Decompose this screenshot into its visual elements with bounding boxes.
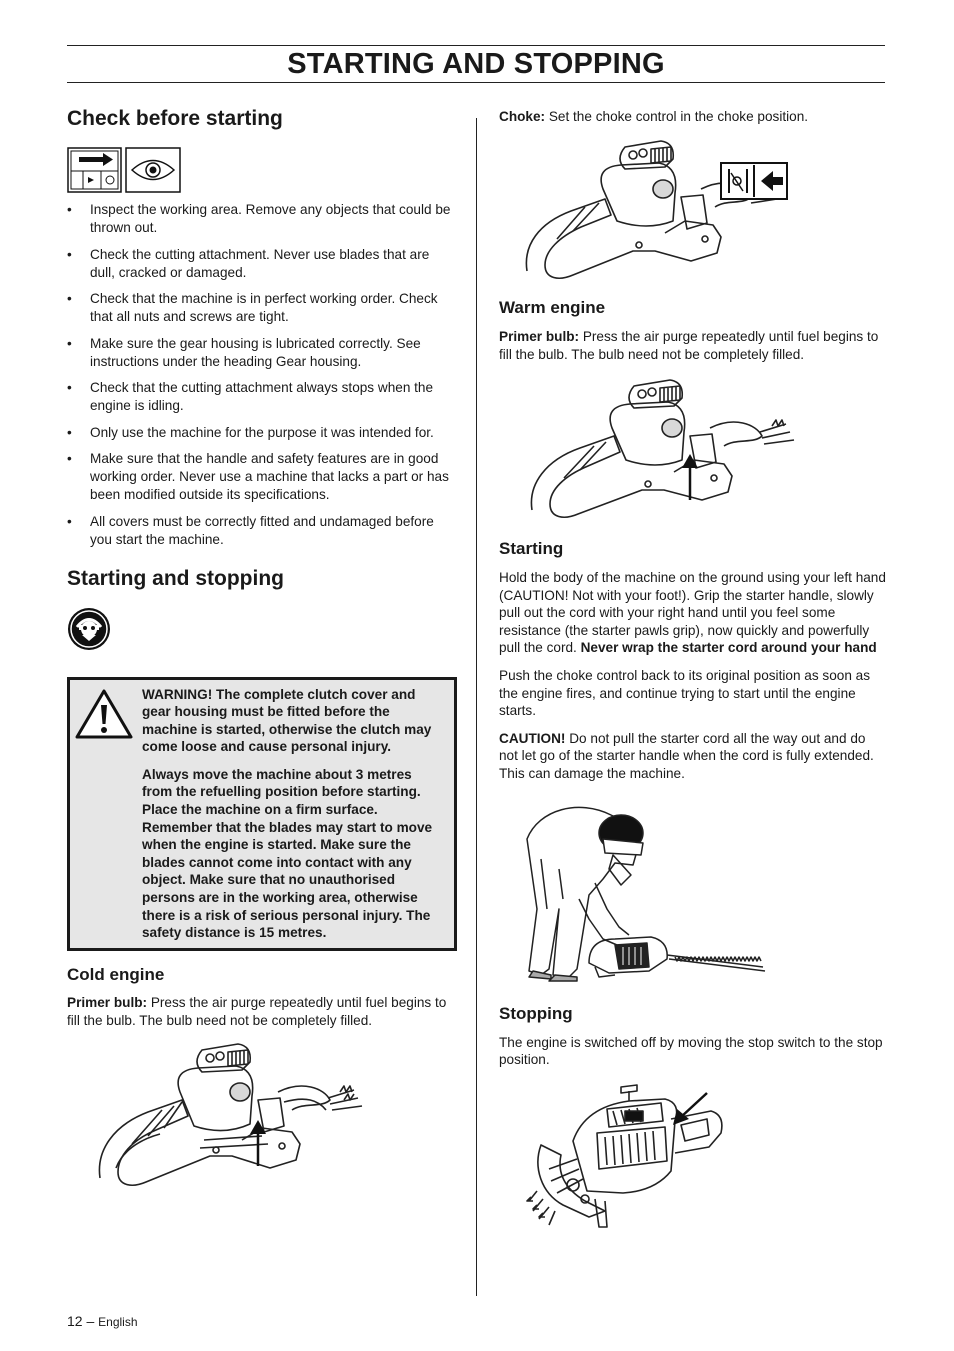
manual-symbol-icon — [67, 147, 122, 193]
list-item: • All covers must be correctly fitted and undamaged before you start the machine. — [67, 513, 457, 549]
starting-warning-bold: Never wrap the starter cord around your hand — [580, 640, 877, 656]
page-number: 12 – — [67, 1313, 99, 1329]
cold-engine-text — [67, 994, 457, 1030]
right-column — [499, 108, 887, 1231]
stopping-heading: Stopping — [499, 1003, 573, 1023]
starting-paragraph-1 — [499, 569, 887, 657]
warning-triangle-container — [70, 686, 142, 942]
footer-language: English — [98, 1315, 138, 1329]
starting-instructions: Hold the body of the machine on the ground using your left hand (CAUTION! Not with your foot!). Grip the starter handle, slowly pull out the cord with your right hand until you feel some resistance (the starter pawls grip), now quickly and powerfully pull the cord. — [499, 570, 886, 656]
choke-description: Set the choke control in the choke position. — [545, 109, 809, 124]
warning-text — [142, 686, 444, 942]
list-item: • Check that the machine is in perfect working order. Check that all nuts and screws are tight. — [67, 290, 457, 326]
warm-engine-text — [499, 328, 887, 364]
caution-text: Do not pull the starter cord all the way out and do not let go of the starter handle when the cord is fully extended. This can damage the machine. — [499, 730, 874, 781]
warm-primer-bulb-label: Primer bulb: — [499, 329, 580, 344]
caution-label: CAUTION! — [499, 730, 566, 746]
warning-triangle-icon — [74, 688, 134, 740]
list-item: • Check that the cutting attachment always stops when the engine is idling. — [67, 379, 457, 415]
hedge-trimmer-stop-switch-illustration — [525, 1081, 745, 1231]
choke-text — [499, 108, 887, 126]
hedge-trimmer-warm-primer-illustration — [521, 374, 811, 526]
list-item: • Only use the machine for the purpose it was intended for. — [67, 424, 457, 442]
column-divider — [476, 118, 477, 1296]
warning-paragraph-2: Always move the machine about 3 metres from the refuelling position before starting. Place the machine on a firm surface. Remember that the blades may start to move when the engine is started. Make sure the blades cannot come into contact with any object. Make sure that no unauthorised persons are in the working area, otherwise there is a risk of serious personal injury. The safety distance is 15 metres. — [142, 766, 433, 941]
list-item: • Make sure that the handle and safety features are in good working order. Never use a machine that lacks a part or has been modified outside its specifications. — [67, 450, 457, 504]
list-item: • Make sure the gear housing is lubricated correctly. See instructions under the heading Gear housing. — [67, 335, 457, 371]
person-starting-trimmer-illustration — [519, 799, 769, 989]
left-column — [67, 105, 457, 1200]
warm-engine-heading: Warm engine — [499, 298, 606, 317]
page-footer — [67, 1313, 138, 1329]
primer-bulb-label: Primer bulb: — [67, 994, 148, 1010]
warm-primer-bulb-text: Press the air purge repeatedly until fuel begins to fill the bulb. The bulb need not be completely filled. — [499, 329, 879, 362]
protective-equipment-icon — [67, 607, 111, 651]
hedge-trimmer-choke-illustration — [521, 135, 821, 285]
choke-label: Choke: — [499, 109, 546, 124]
page-title-bar — [67, 45, 885, 83]
list-item: • Check the cutting attachment. Never use blades that are dull, cracked or damaged. — [67, 246, 457, 282]
warning-paragraph-1: WARNING! The complete clutch cover and gear housing must be fitted before the machine is started, otherwise the clutch may come loose and cause personal injury. — [142, 686, 432, 755]
warning-box — [67, 677, 457, 951]
cold-engine-heading: Cold engine — [67, 964, 165, 984]
hedge-trimmer-primer-illustration — [92, 1040, 372, 1200]
caution-paragraph — [499, 730, 887, 783]
page-title: STARTING AND STOPPING — [287, 48, 665, 80]
check-list — [67, 201, 457, 549]
list-item: • Inspect the working area. Remove any objects that could be thrown out. — [67, 201, 457, 237]
check-symbols — [67, 147, 457, 193]
primer-bulb-text: Press the air purge repeatedly until fuel begins to fill the bulb. The bulb need not be completely filled. — [67, 994, 447, 1028]
starting-stopping-heading: Starting and stopping — [67, 566, 284, 590]
starting-paragraph-2: Push the choke control back to its original position as soon as the engine fires, and continue trying to start until the engine starts. — [499, 667, 871, 719]
starting-heading: Starting — [499, 539, 564, 558]
inspect-eye-icon — [125, 147, 181, 193]
stopping-text: The engine is switched off by moving the stop switch to the stop position. — [499, 1034, 883, 1068]
check-heading: Check before starting — [67, 107, 283, 130]
